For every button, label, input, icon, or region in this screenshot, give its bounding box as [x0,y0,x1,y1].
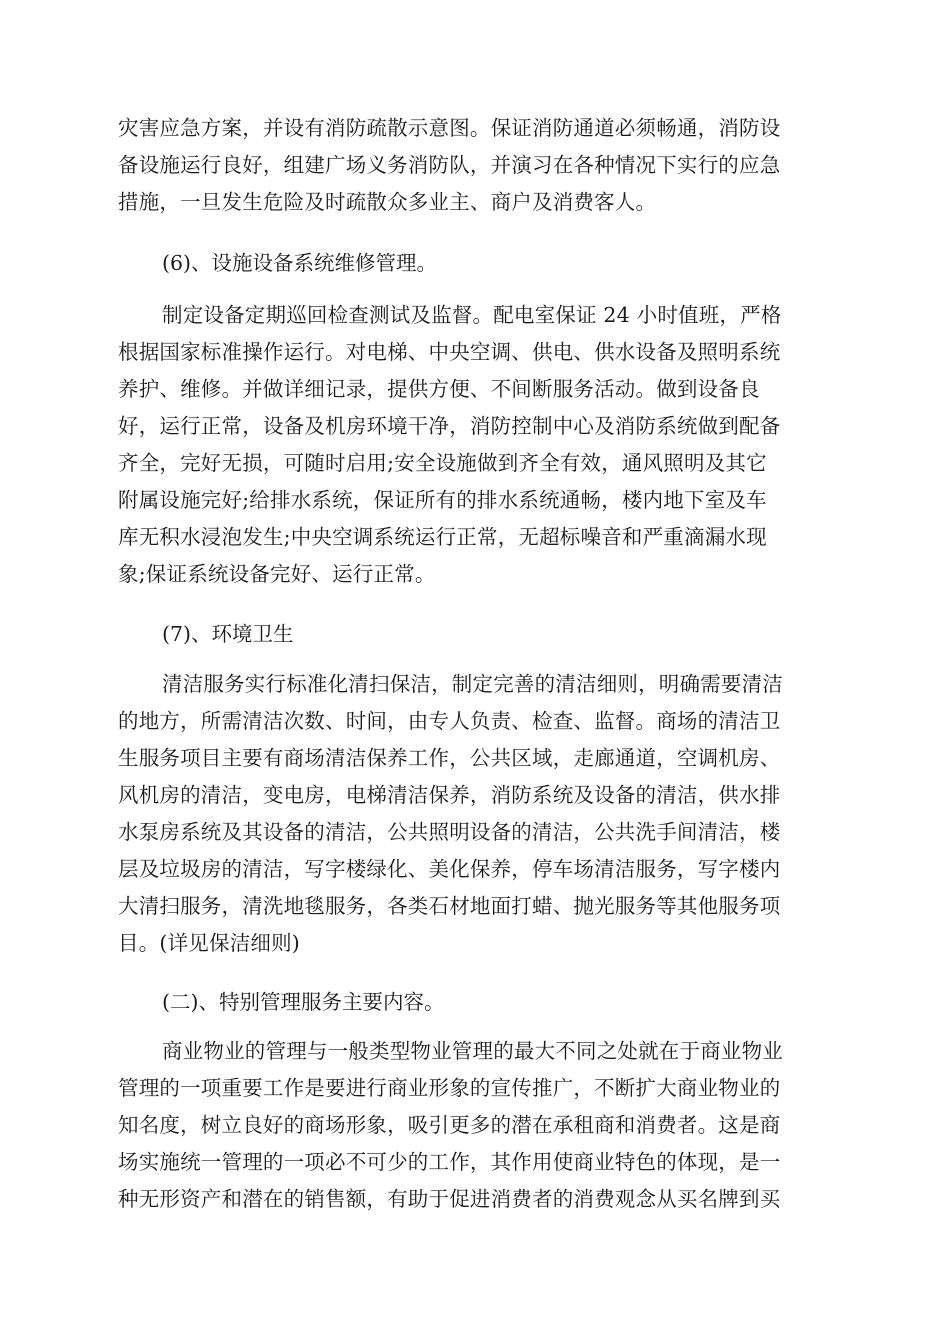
section-heading: (7)、环境卫生 [162,622,294,646]
text-line: 养护、维修。并做详细记录，提供方便、不间断服务活动。做到设备良 [118,377,760,401]
text-line: 好，运行正常，设备及机房环境干净，消防控制中心及消防系统做到配备 [118,414,781,438]
text-line: 目。(详见保洁细则) [118,931,300,955]
text-line: 场实施统一管理的一项必不可少的工作，其作用使商业特色的体现，是一 [118,1150,781,1174]
text-line: 生服务项目主要有商场清洁保养工作，公共区域，走廊通道，空调机房、 [118,746,781,770]
text-line: 商业物业的管理与一般类型物业管理的最大不同之处就在于商业物业 [162,1039,783,1063]
text-line: 知名度，树立良好的商场形象，吸引更多的潜在承租商和消费者。这是商 [118,1113,781,1137]
text-line: 大清扫服务，清洗地毯服务，各类石材地面打蜡、抛光服务等其他服务项 [118,894,781,918]
text-line: 齐全，完好无损，可随时启用;安全设施做到齐全有效，通风照明及其它 [118,451,767,475]
text-line: 象;保证系统设备完好、运行正常。 [118,562,436,586]
text-line: 层及垃圾房的清洁，写字楼绿化、美化保养，停车场清洁服务，写字楼内 [118,857,781,881]
text-line: 制定设备定期巡回检查测试及监督。配电室保证 24 小时值班，严格 [162,303,782,327]
paragraph-special-management [118,1033,832,1218]
paragraph-facility-maintenance [118,297,832,593]
text-line: 措施，一旦发生危险及时疏散众多业主、商户及消费客人。 [118,190,657,214]
text-line: 风机房的清洁，变电房，电梯清洁保养，消防系统及设备的清洁，供水排 [118,783,781,807]
text-line: 备设施运行良好，组建广场义务消防队，并演习在各种情况下实行的应急 [118,153,781,177]
heading-environment-hygiene [118,616,832,653]
paragraph-environment-hygiene [118,666,832,962]
text-line: 灾害应急方案，并设有消防疏散示意图。保证消防通道必须畅通，消防设 [118,116,781,140]
section-heading: (6)、设施设备系统维修管理。 [162,251,438,275]
text-line: 水泵房系统及其设备的清洁，公共照明设备的清洁，公共洗手间清洁，楼 [118,820,781,844]
paragraph-emergency [118,110,832,221]
heading-facility-maintenance [118,245,832,282]
heading-special-management [118,984,832,1021]
text-line: 的地方，所需清洁次数、时间，由专人负责、检查、监督。商场的清洁卫 [118,709,781,733]
text-line: 库无积水浸泡发生;中央空调系统运行正常，无超标噪音和严重滴漏水现 [118,525,767,549]
section-heading: (二)、特别管理服务主要内容。 [162,990,445,1014]
text-line: 清洁服务实行标准化清扫保洁，制定完善的清洁细则，明确需要清洁 [162,672,783,696]
text-line: 附属设施完好;给排水系统，保证所有的排水系统通畅，楼内地下室及车 [118,488,767,512]
text-line: 种无形资产和潜在的销售额，有助于促进消费者的消费观念从买名牌到买 [118,1187,781,1211]
text-line: 管理的一项重要工作是要进行商业形象的宣传推广，不断扩大商业物业的 [118,1076,781,1100]
text-line: 根据国家标准操作运行。对电梯、中央空调、供电、供水设备及照明系统 [118,340,781,364]
